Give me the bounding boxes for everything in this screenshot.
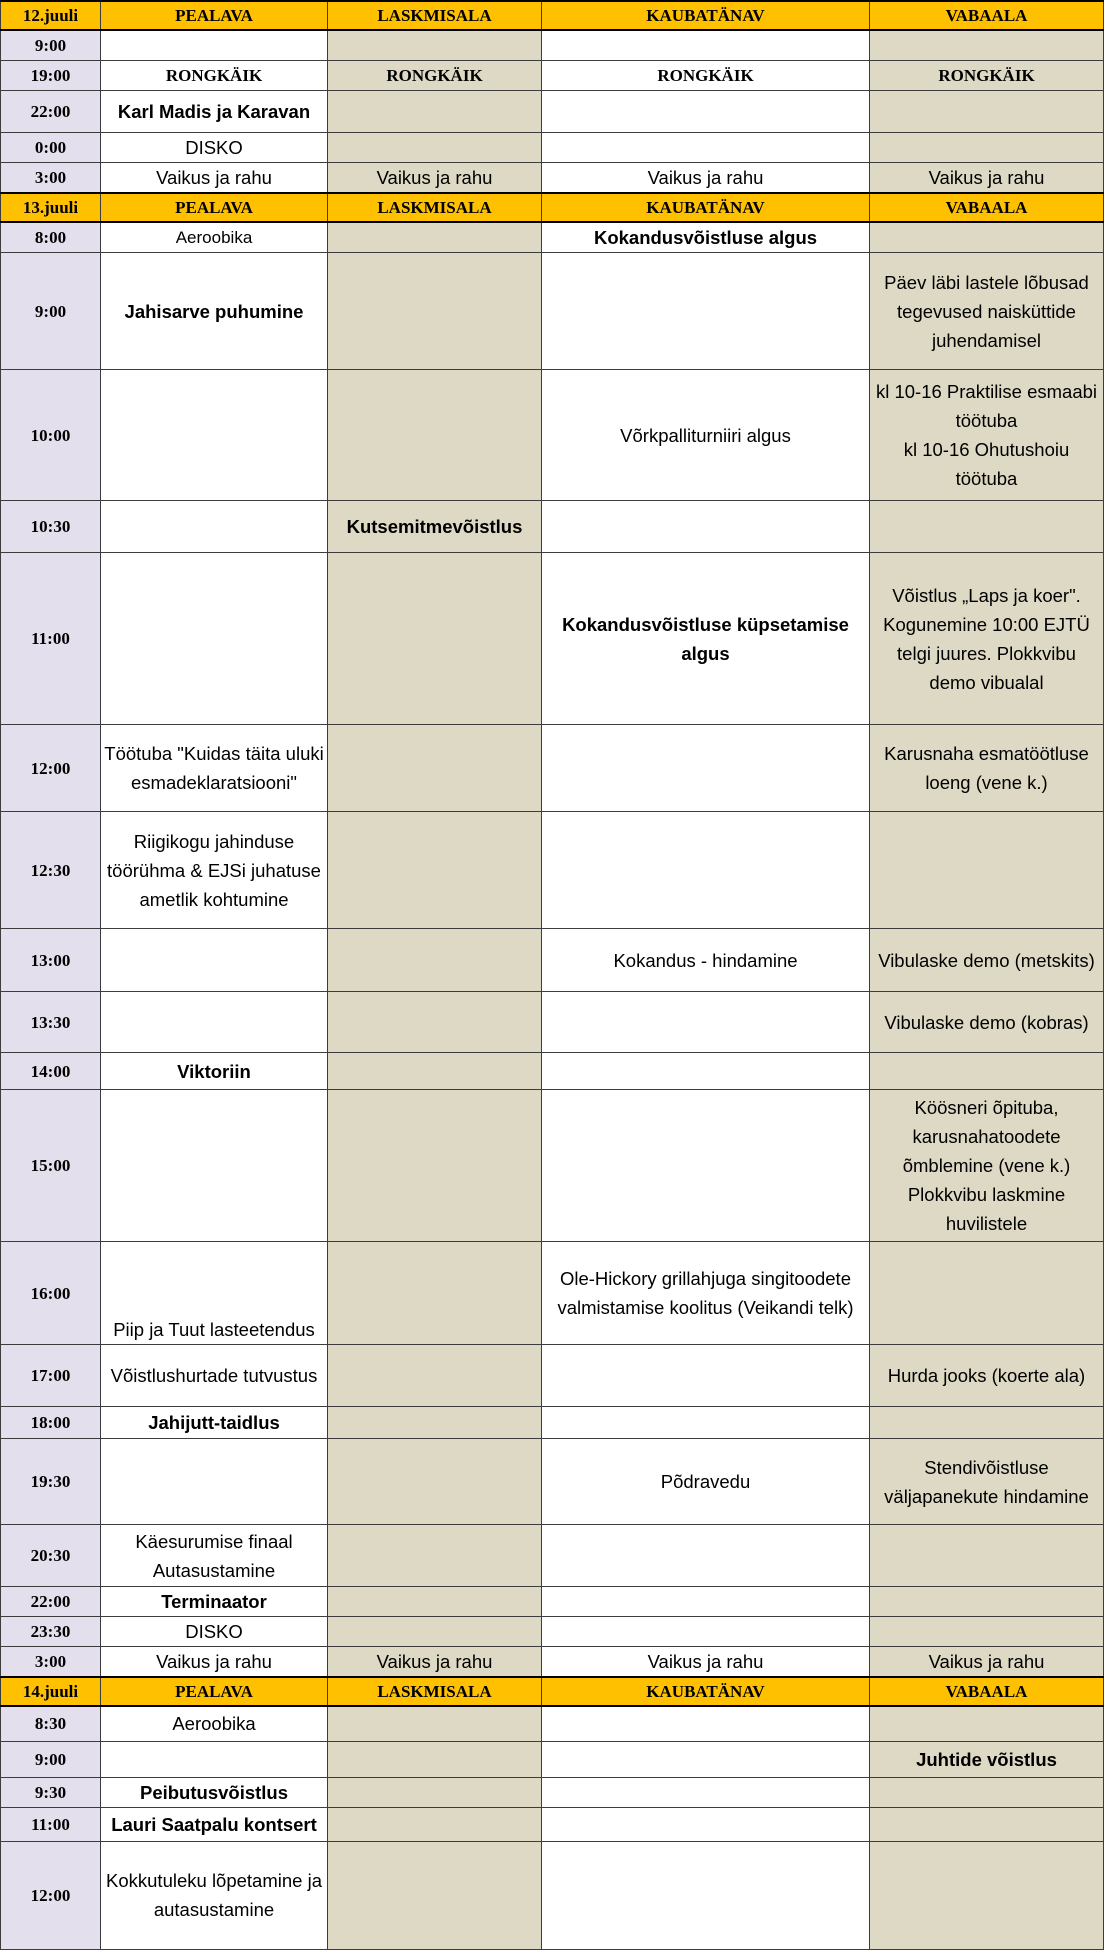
vabaala-cell xyxy=(870,1407,1104,1439)
pealava-cell: Piip ja Tuut lasteetendus xyxy=(101,1242,328,1345)
pealava-cell: Kokkutuleku lõpetamine ja autasustamine xyxy=(101,1841,328,1949)
schedule-row xyxy=(1,929,1104,992)
column-header-pealava: PEALAVA xyxy=(101,1677,328,1706)
kaubatanav-cell xyxy=(542,91,870,133)
pealava-cell: Karl Madis ja Karavan xyxy=(101,91,328,133)
time-cell: 11:00 xyxy=(1,553,101,725)
time-cell: 19:30 xyxy=(1,1439,101,1525)
vabaala-cell xyxy=(870,222,1104,253)
time-cell: 3:00 xyxy=(1,163,101,194)
schedule-row xyxy=(1,1807,1104,1841)
schedule-row xyxy=(1,725,1104,812)
laskmisala-cell xyxy=(328,1807,542,1841)
schedule-row xyxy=(1,30,1104,61)
vabaala-cell: Karusnaha esmatöötluse loeng (vene k.) xyxy=(870,725,1104,812)
time-cell: 12:30 xyxy=(1,812,101,929)
kaubatanav-cell xyxy=(542,1617,870,1647)
laskmisala-cell xyxy=(328,929,542,992)
pealava-cell xyxy=(101,1090,328,1242)
pealava-cell: Jahisarve puhumine xyxy=(101,253,328,370)
laskmisala-cell xyxy=(328,1090,542,1242)
pealava-cell: DISKO xyxy=(101,133,328,163)
time-cell: 8:00 xyxy=(1,222,101,253)
kaubatanav-cell: Võrkpalliturniiri algus xyxy=(542,370,870,501)
time-cell: 13:00 xyxy=(1,929,101,992)
time-cell: 11:00 xyxy=(1,1807,101,1841)
vabaala-cell xyxy=(870,1242,1104,1345)
day-date: 13.juuli xyxy=(1,193,101,222)
kaubatanav-cell: Kokandus - hindamine xyxy=(542,929,870,992)
time-cell: 9:00 xyxy=(1,30,101,61)
pealava-cell xyxy=(101,1439,328,1525)
vabaala-cell xyxy=(870,501,1104,553)
pealava-cell xyxy=(101,992,328,1053)
pealava-cell: RONGKÄIK xyxy=(101,61,328,91)
schedule-row xyxy=(1,1587,1104,1617)
kaubatanav-cell xyxy=(542,1807,870,1841)
laskmisala-cell xyxy=(328,91,542,133)
laskmisala-cell xyxy=(328,1587,542,1617)
schedule-row xyxy=(1,1345,1104,1407)
time-cell: 17:00 xyxy=(1,1345,101,1407)
time-cell: 8:30 xyxy=(1,1706,101,1741)
schedule-row xyxy=(1,1053,1104,1090)
pealava-cell xyxy=(101,553,328,725)
kaubatanav-cell xyxy=(542,1777,870,1807)
time-cell: 0:00 xyxy=(1,133,101,163)
time-cell: 23:30 xyxy=(1,1617,101,1647)
pealava-cell: Vaikus ja rahu xyxy=(101,1647,328,1678)
schedule-row xyxy=(1,812,1104,929)
column-header-kaubatanav: KAUBATÄNAV xyxy=(542,1677,870,1706)
time-cell: 18:00 xyxy=(1,1407,101,1439)
pealava-cell: Jahijutt-taidlus xyxy=(101,1407,328,1439)
pealava-cell: Aeroobika xyxy=(101,222,328,253)
vabaala-cell xyxy=(870,1053,1104,1090)
vabaala-cell: Juhtide võistlus xyxy=(870,1741,1104,1777)
vabaala-cell: Võistlus „Laps ja koer". Kogunemine 10:00 EJTÜ telgi juures. Plokkvibu demo vibualal xyxy=(870,553,1104,725)
schedule-row xyxy=(1,253,1104,370)
kaubatanav-cell xyxy=(542,1587,870,1617)
time-cell: 3:00 xyxy=(1,1647,101,1678)
pealava-cell xyxy=(101,1741,328,1777)
pealava-cell: Riigikogu jahinduse töörühma & EJSi juhatuse ametlik kohtumine xyxy=(101,812,328,929)
laskmisala-cell xyxy=(328,1841,542,1949)
kaubatanav-cell xyxy=(542,30,870,61)
pealava-cell: Töötuba "Kuidas täita uluki esmadeklaratsiooni" xyxy=(101,725,328,812)
schedule-row xyxy=(1,1090,1104,1242)
kaubatanav-cell xyxy=(542,725,870,812)
laskmisala-cell: Vaikus ja rahu xyxy=(328,163,542,194)
time-cell: 20:30 xyxy=(1,1525,101,1587)
kaubatanav-cell xyxy=(542,1090,870,1242)
kaubatanav-cell xyxy=(542,1841,870,1949)
vabaala-cell: kl 10-16 Praktilise esmaabi töötuba kl 10-16 Ohutushoiu töötuba xyxy=(870,370,1104,501)
vabaala-cell: Vibulaske demo (metskits) xyxy=(870,929,1104,992)
laskmisala-cell xyxy=(328,1407,542,1439)
column-header-pealava: PEALAVA xyxy=(101,1,328,30)
kaubatanav-cell xyxy=(542,1053,870,1090)
schedule-row xyxy=(1,61,1104,91)
laskmisala-cell xyxy=(328,370,542,501)
column-header-vabaala: VABAALA xyxy=(870,1677,1104,1706)
pealava-cell: Lauri Saatpalu kontsert xyxy=(101,1807,328,1841)
schedule-row xyxy=(1,501,1104,553)
column-header-vabaala: VABAALA xyxy=(870,1,1104,30)
vabaala-cell: Hurda jooks (koerte ala) xyxy=(870,1345,1104,1407)
kaubatanav-cell xyxy=(542,501,870,553)
laskmisala-cell xyxy=(328,1706,542,1741)
vabaala-cell xyxy=(870,30,1104,61)
laskmisala-cell xyxy=(328,1439,542,1525)
time-cell: 12:00 xyxy=(1,1841,101,1949)
schedule-row xyxy=(1,163,1104,194)
schedule-row xyxy=(1,1777,1104,1807)
kaubatanav-cell xyxy=(542,1706,870,1741)
vabaala-cell: Vaikus ja rahu xyxy=(870,163,1104,194)
kaubatanav-cell: Vaikus ja rahu xyxy=(542,1647,870,1678)
pealava-cell: Käesurumise finaal Autasustamine xyxy=(101,1525,328,1587)
schedule-row xyxy=(1,1741,1104,1777)
vabaala-cell xyxy=(870,133,1104,163)
laskmisala-cell xyxy=(328,222,542,253)
vabaala-cell: RONGKÄIK xyxy=(870,61,1104,91)
pealava-cell xyxy=(101,30,328,61)
laskmisala-cell xyxy=(328,1242,542,1345)
schedule-row xyxy=(1,1706,1104,1741)
column-header-laskmisala: LASKMISALA xyxy=(328,1677,542,1706)
schedule-row xyxy=(1,1439,1104,1525)
day-header xyxy=(1,193,1104,222)
time-cell: 9:00 xyxy=(1,253,101,370)
schedule-row xyxy=(1,222,1104,253)
schedule-row xyxy=(1,1407,1104,1439)
pealava-cell xyxy=(101,929,328,992)
laskmisala-cell xyxy=(328,725,542,812)
vabaala-cell xyxy=(870,91,1104,133)
day-date: 14.juuli xyxy=(1,1677,101,1706)
pealava-cell: Terminaator xyxy=(101,1587,328,1617)
time-cell: 19:00 xyxy=(1,61,101,91)
column-header-pealava: PEALAVA xyxy=(101,193,328,222)
kaubatanav-cell: RONGKÄIK xyxy=(542,61,870,91)
time-cell: 12:00 xyxy=(1,725,101,812)
kaubatanav-cell: Ole-Hickory grillahjuga singitoodete valmistamise koolitus (Veikandi telk) xyxy=(542,1242,870,1345)
kaubatanav-cell xyxy=(542,812,870,929)
schedule-row xyxy=(1,1617,1104,1647)
vabaala-cell: Vibulaske demo (kobras) xyxy=(870,992,1104,1053)
laskmisala-cell xyxy=(328,1777,542,1807)
kaubatanav-cell xyxy=(542,1741,870,1777)
vabaala-cell: Köösneri õpituba, karusnahatoodete õmblemine (vene k.) Plokkvibu laskmine huvilistele xyxy=(870,1090,1104,1242)
pealava-cell: Aeroobika xyxy=(101,1706,328,1741)
laskmisala-cell xyxy=(328,133,542,163)
laskmisala-cell xyxy=(328,1053,542,1090)
kaubatanav-cell xyxy=(542,1407,870,1439)
schedule-row xyxy=(1,1647,1104,1678)
day-header xyxy=(1,1677,1104,1706)
laskmisala-cell: RONGKÄIK xyxy=(328,61,542,91)
column-header-kaubatanav: KAUBATÄNAV xyxy=(542,1,870,30)
vabaala-cell: Vaikus ja rahu xyxy=(870,1647,1104,1678)
kaubatanav-cell xyxy=(542,1345,870,1407)
day-header xyxy=(1,1,1104,30)
laskmisala-cell xyxy=(328,812,542,929)
time-cell: 9:00 xyxy=(1,1741,101,1777)
column-header-laskmisala: LASKMISALA xyxy=(328,1,542,30)
schedule-row xyxy=(1,1841,1104,1949)
kaubatanav-cell xyxy=(542,133,870,163)
day-date: 12.juuli xyxy=(1,1,101,30)
pealava-cell: Võistlushurtade tutvustus xyxy=(101,1345,328,1407)
laskmisala-cell: Vaikus ja rahu xyxy=(328,1647,542,1678)
time-cell: 9:30 xyxy=(1,1777,101,1807)
kaubatanav-cell xyxy=(542,1525,870,1587)
laskmisala-cell xyxy=(328,1345,542,1407)
column-header-laskmisala: LASKMISALA xyxy=(328,193,542,222)
schedule-row xyxy=(1,992,1104,1053)
schedule-row xyxy=(1,370,1104,501)
schedule-row xyxy=(1,91,1104,133)
laskmisala-cell xyxy=(328,1741,542,1777)
schedule-row xyxy=(1,1525,1104,1587)
laskmisala-cell xyxy=(328,553,542,725)
laskmisala-cell xyxy=(328,1617,542,1647)
kaubatanav-cell xyxy=(542,992,870,1053)
laskmisala-cell xyxy=(328,992,542,1053)
laskmisala-cell: Kutsemitmevõistlus xyxy=(328,501,542,553)
schedule-row xyxy=(1,1242,1104,1345)
kaubatanav-cell: Vaikus ja rahu xyxy=(542,163,870,194)
kaubatanav-cell: Kokandusvõistluse algus xyxy=(542,222,870,253)
schedule-row xyxy=(1,553,1104,725)
vabaala-cell xyxy=(870,1617,1104,1647)
vabaala-cell xyxy=(870,812,1104,929)
time-cell: 16:00 xyxy=(1,1242,101,1345)
kaubatanav-cell: Kokandusvõistluse küpsetamise algus xyxy=(542,553,870,725)
pealava-cell: Peibutusvõistlus xyxy=(101,1777,328,1807)
column-header-kaubatanav: KAUBATÄNAV xyxy=(542,193,870,222)
vabaala-cell xyxy=(870,1841,1104,1949)
vabaala-cell xyxy=(870,1525,1104,1587)
laskmisala-cell xyxy=(328,1525,542,1587)
schedule-row xyxy=(1,133,1104,163)
pealava-cell: Vaikus ja rahu xyxy=(101,163,328,194)
pealava-cell xyxy=(101,501,328,553)
column-header-vabaala: VABAALA xyxy=(870,193,1104,222)
time-cell: 14:00 xyxy=(1,1053,101,1090)
kaubatanav-cell: Põdravedu xyxy=(542,1439,870,1525)
pealava-cell: Viktoriin xyxy=(101,1053,328,1090)
vabaala-cell: Stendivõistluse väljapanekute hindamine xyxy=(870,1439,1104,1525)
time-cell: 10:30 xyxy=(1,501,101,553)
time-cell: 13:30 xyxy=(1,992,101,1053)
kaubatanav-cell xyxy=(542,253,870,370)
vabaala-cell xyxy=(870,1706,1104,1741)
laskmisala-cell xyxy=(328,30,542,61)
vabaala-cell: Päev läbi lastele lõbusad tegevused naisküttide juhendamisel xyxy=(870,253,1104,370)
laskmisala-cell xyxy=(328,253,542,370)
vabaala-cell xyxy=(870,1587,1104,1617)
pealava-cell: DISKO xyxy=(101,1617,328,1647)
time-cell: 22:00 xyxy=(1,91,101,133)
time-cell: 15:00 xyxy=(1,1090,101,1242)
vabaala-cell xyxy=(870,1807,1104,1841)
vabaala-cell xyxy=(870,1777,1104,1807)
time-cell: 10:00 xyxy=(1,370,101,501)
pealava-cell xyxy=(101,370,328,501)
time-cell: 22:00 xyxy=(1,1587,101,1617)
